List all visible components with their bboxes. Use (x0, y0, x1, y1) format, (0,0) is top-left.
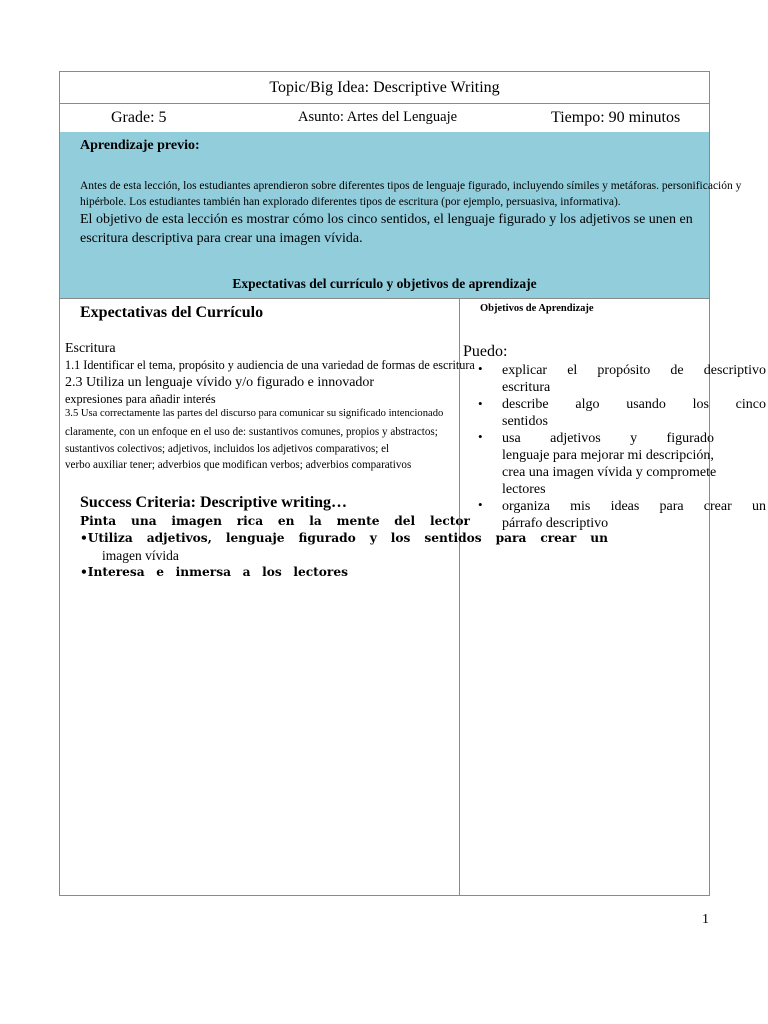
curriculum-item: 1.1 Identificar el tema, propósito y audiencia de una variedad de formas de escritura (65, 358, 475, 372)
objective-item: explicar el propósito de descriptivo escritura (502, 363, 766, 395)
grade-label: Grade: 5 (111, 109, 167, 126)
prior-learning-paragraph: Antes de esta lección, los estudiantes aprendieron sobre diferentes tipos de lenguaje figurado, incluyendo símiles y metáforas. personificación y hipérbole. Los estudiantes también han explorado diferentes tipos de escritura (por ejemplo, persuasiva, informativa). (80, 180, 742, 208)
curriculum-heading: Expectativas del Currículo (80, 304, 264, 321)
curriculum-item-cont: sustantivos colectivos; adjetivos, incluidos los adjetivos comparativos; el (65, 443, 390, 455)
curriculum-item-cont: claramente, con un enfoque en el uso de: sustantivos comunes, propios y abstractos; (65, 426, 438, 438)
objectives-lead: Puedo: (463, 343, 508, 360)
lesson-goal-paragraph: El objetivo de esta lección es mostrar cómo los cinco sentidos, el lenguaje figurado y los adjetivos se unen en escritura descriptiva para crear una imagen vívida. (80, 212, 693, 246)
bullet: • (478, 497, 483, 512)
objective-item: usa adjetivos y figurado lenguaje para mejorar mi descripción, crea una imagen vívida y compromete lectores (502, 431, 717, 497)
success-criteria-item: •Utiliza adjetivos, lenguaje figurado y los sentidos para crear un (80, 531, 608, 545)
objectives-heading: Objetivos de Aprendizaje (480, 303, 594, 314)
column-divider (459, 298, 460, 895)
time-label: Tiempo: 90 minutos (551, 109, 681, 126)
success-criteria-item: •Interesa e inmersa a los lectores (80, 565, 348, 579)
bullet: • (478, 361, 483, 376)
curriculum-item-cont: expresiones para añadir interés (65, 392, 216, 406)
bullet: • (478, 429, 483, 444)
lesson-meta-row (60, 103, 709, 133)
prior-learning-heading: Aprendizaje previo: (80, 138, 200, 153)
page-number: 1 (702, 912, 709, 927)
prior-learning-section (60, 132, 742, 270)
objective-item: describe algo usando los cinco sentidos (502, 397, 766, 429)
bullet: • (478, 396, 483, 411)
curriculum-item: 2.3 Utiliza un lenguaje vívido y/o figurado e innovador (65, 375, 375, 390)
success-criteria-item-cont: imagen vívida (102, 548, 179, 563)
curriculum-item-cont: verbo auxiliar tener; adverbios que modifican verbos; adverbios comparativos (65, 459, 412, 471)
curriculum-header: Expectativas del currículo y objetivos de aprendizaje (60, 269, 709, 299)
objective-item: organiza mis ideas para crear un párrafo descriptivo (502, 499, 766, 531)
subject-label: Asunto: Artes del Lenguaje (298, 109, 458, 125)
curriculum-item: 3.5 Usa correctamente las partes del discurso para comunicar su significado intencionado (65, 408, 444, 419)
success-criteria-item: Pinta una imagen rica en la mente del lector (80, 514, 470, 528)
topic-title: Topic/Big Idea: Descriptive Writing (60, 72, 709, 104)
success-criteria-heading: Success Criteria: Descriptive writing… (80, 494, 348, 511)
curriculum-subject: Escritura (65, 341, 116, 356)
